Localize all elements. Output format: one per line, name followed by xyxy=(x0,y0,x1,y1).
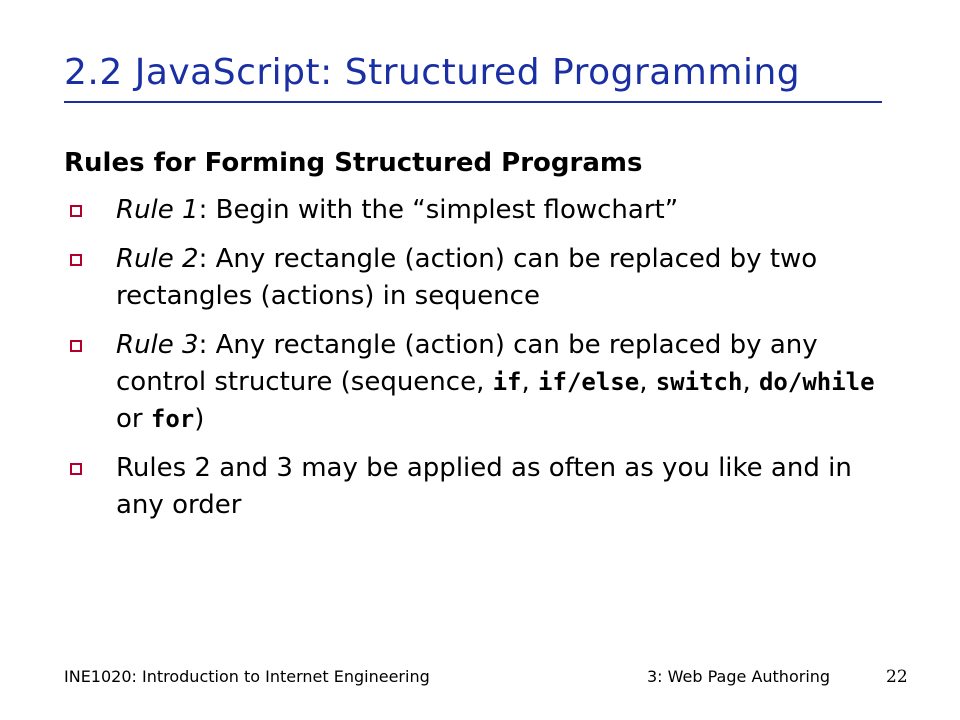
page-number: 22 xyxy=(886,667,908,687)
code-do-while: do/while xyxy=(758,368,875,396)
slide-title: 2.2 JavaScript: Structured Programming xyxy=(64,52,801,93)
separator: or xyxy=(116,404,151,434)
bullet-rule-3 xyxy=(64,327,904,438)
code-if-else: if/else xyxy=(538,368,640,396)
bullet-text: : Any rectangle (action) can be replaced by two rectangles (actions) in sequence xyxy=(116,244,818,311)
separator: , xyxy=(521,367,539,397)
square-bullet-icon xyxy=(70,205,82,217)
footer-chapter: 3: Web Page Authoring xyxy=(647,667,831,686)
rule-name: Rule 1 xyxy=(116,195,199,225)
bullet-text: Rules 2 and 3 may be applied as often as you like and in any order xyxy=(116,453,852,520)
bullet-text: : Any rectangle (action) can be replaced by any control structure (sequence, xyxy=(116,330,818,397)
square-bullet-icon xyxy=(70,463,82,475)
bullet-rule-2 xyxy=(64,241,904,315)
code-switch: switch xyxy=(655,368,743,396)
bullet-list xyxy=(64,192,904,536)
code-for: for xyxy=(150,405,195,433)
square-bullet-icon xyxy=(70,254,82,266)
bullet-rule-1 xyxy=(64,192,904,229)
footer-course: INE1020: Introduction to Internet Engineering xyxy=(64,667,430,686)
bullet-text: : Begin with the “simplest flowchart” xyxy=(198,195,679,225)
separator: , xyxy=(639,367,656,397)
bullet-rules-applied xyxy=(64,450,904,524)
rule-name: Rule 3 xyxy=(116,330,199,360)
slide-subtitle: Rules for Forming Structured Programs xyxy=(64,148,643,178)
title-underline xyxy=(64,101,882,103)
rule-name: Rule 2 xyxy=(116,244,199,274)
code-if: if xyxy=(492,368,522,396)
square-bullet-icon xyxy=(70,340,82,352)
separator: , xyxy=(742,367,759,397)
bullet-text-end: ) xyxy=(194,404,205,434)
